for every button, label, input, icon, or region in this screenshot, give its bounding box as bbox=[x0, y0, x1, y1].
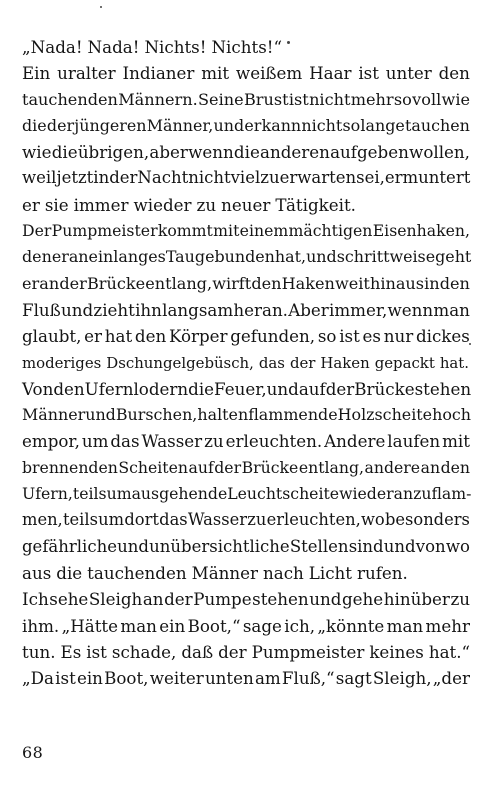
text-line: ihm. „Hätte man ein Boot,“ sage ich, „könnte man mehr bbox=[22, 615, 470, 636]
text-line: Ich sehe Sleigh an der Pumpe stehen und gehe hinüber zu bbox=[22, 589, 470, 610]
text-line: die der jüngeren Männer, und er kann nicht so lange tauchen bbox=[22, 115, 470, 135]
paragraph bbox=[22, 376, 470, 586]
paragraph bbox=[22, 218, 470, 376]
text-line: Männer und Burschen, halten flammende Holzscheite hoch bbox=[22, 405, 472, 425]
text-line: er sie immer wieder zu neuer Tätigkeit. bbox=[22, 194, 356, 215]
text-line: weil jetzt in der Nacht nicht viel zu erwarten sei, ermuntert bbox=[22, 168, 471, 188]
text-line: Der Pumpmeister kommt mit einem mächtigen Eisenhaken, bbox=[22, 221, 470, 241]
text-line: er an der Brücke entlang, wirft den Haken weit hinaus in den bbox=[22, 273, 470, 293]
text-line: wie die übrigen, aber wenn die anderen aufgeben wollen, bbox=[22, 142, 470, 163]
text-line: tun. Es ist schade, daß der Pumpmeister keines hat.“ bbox=[22, 641, 471, 662]
body-text bbox=[22, 34, 470, 691]
text-line: den er an ein langes Tau gebunden hat, und schrittweise geht bbox=[22, 247, 472, 267]
paragraph bbox=[22, 60, 470, 218]
text-line: moderiges Dschungelgebüsch, das der Haken gepackt hat. bbox=[22, 353, 469, 372]
text-line: tauchenden Männern. Seine Brust ist nicht mehr so voll wie bbox=[22, 89, 470, 109]
text-line: Ufern, teils um ausgehende Leuchtscheite wieder anzuflam- bbox=[22, 484, 472, 504]
text-line: „Nada! Nada! Nichts! Nichts!“ bbox=[22, 37, 282, 57]
paragraph bbox=[22, 34, 470, 60]
text-line: Von den Ufern lodern die Feuer, und auf der Brücke stehen bbox=[22, 378, 472, 399]
ink-speck-top bbox=[100, 6, 102, 8]
text-line: „Da ist ein Boot, weiter unten am Fluß,“ sagt Sleigh, „der bbox=[22, 668, 470, 689]
text-line: Fluß und zieht ihn langsam heran. Aber immer, wenn man bbox=[22, 299, 470, 320]
page-number: 68 bbox=[22, 743, 44, 762]
text-line: brennenden Scheiten auf der Brücke entlang, andere an den bbox=[22, 457, 470, 477]
text-line: men, teils um dort das Wasser zu erleuchten, wo besonders bbox=[22, 510, 470, 530]
text-line: empor, um das Wasser zu erleuchten. Andere laufen mit bbox=[22, 431, 470, 452]
text-line: gefährliche und unübersichtliche Stellen sind und von wo bbox=[22, 536, 470, 556]
text-line: aus die tauchenden Männer nach Licht rufen. bbox=[22, 562, 408, 583]
text-line: glaubt, er hat den Körper gefunden, so ist es nur dickes bbox=[22, 326, 470, 347]
paragraph bbox=[22, 665, 470, 691]
paragraph bbox=[22, 586, 470, 665]
text-line: Ein uralter Indianer mit weißem Haar ist unter den bbox=[22, 63, 470, 84]
